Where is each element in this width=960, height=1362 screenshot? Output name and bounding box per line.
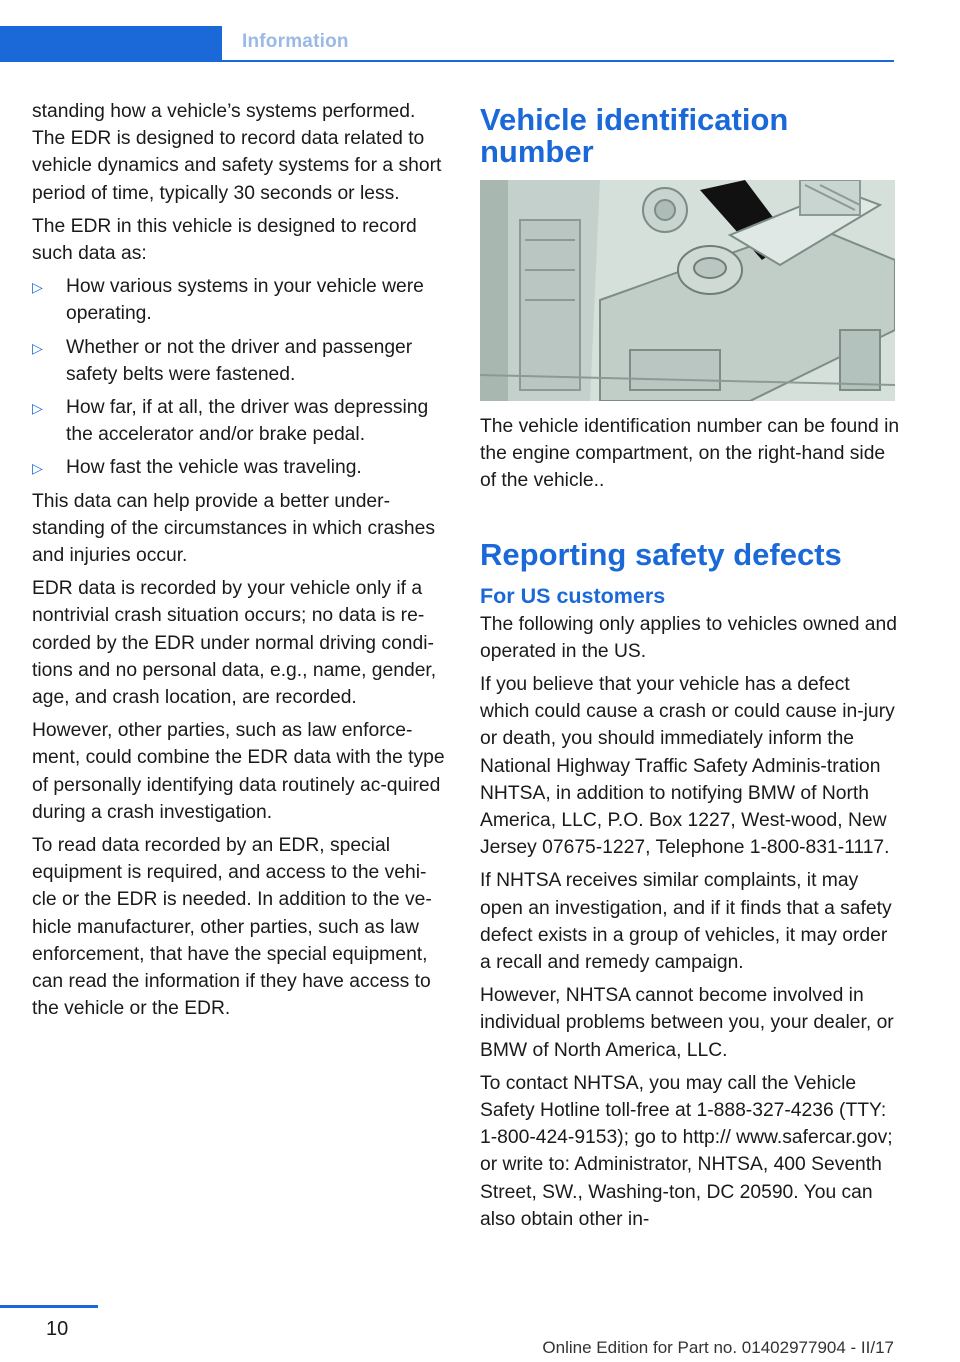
list-item xyxy=(32,454,448,481)
paragraph: To read data recorded by an EDR, special equipment is required, and access to the vehi‐cle or the EDR is needed. In addition to the ve‐hicle manufacturer, other parties, such as law enforcement, that have the special equipment, can read the information if they have access to the vehicle or the EDR. xyxy=(32,835,432,1020)
paragraph: The EDR in this vehicle is designed to record such data as: xyxy=(32,215,417,265)
paragraph: If you believe that your vehicle has a defect which could cause a crash or could cause in‐jury or death, you should immediately inform the National Highway Traffic Safety Adminis‐tration NHTSA, in addition to notifying BMW of North America, LLC, P.O. Box 1227, West‐wood, New Jersey 07675-1227, Telephone 1-800-831-1117. xyxy=(480,674,895,859)
bullet-list xyxy=(32,273,448,481)
paragraph: This data can help provide a better under‐standing of the circumstances in which crashes and injuries occur. xyxy=(32,490,435,567)
paragraph: The following only applies to vehicles owned and operated in the US. xyxy=(480,613,897,662)
page-number: 10 xyxy=(46,1318,69,1340)
left-column xyxy=(32,98,448,1029)
list-item-text: How fast the vehicle was traveling. xyxy=(66,457,362,479)
list-item xyxy=(32,334,448,388)
list-item xyxy=(32,273,448,327)
list-item-text: How far, if at all, the driver was depressing the accelerator and/or brake pedal. xyxy=(66,397,429,446)
edition-note: Online Edition for Part no. 01402977904 - II/17 xyxy=(542,1338,894,1357)
list-item xyxy=(32,394,448,448)
vin-heading: Vehicle identification number xyxy=(480,102,789,169)
engine-compartment-image xyxy=(480,180,895,401)
paragraph: However, NHTSA cannot become involved in individual problems between you, your dealer, or BMW of North America, LLC. xyxy=(480,985,894,1061)
triangle-bullet-icon: ▷ xyxy=(32,460,43,477)
section-title: Information xyxy=(242,31,349,52)
triangle-bullet-icon: ▷ xyxy=(32,339,43,356)
header-rule xyxy=(222,60,894,62)
footer-rule xyxy=(0,1305,98,1308)
paragraph: The vehicle identification number can be found in the engine compartment, on the right-hand side of the vehicle.. xyxy=(480,416,900,492)
paragraph: To contact NHTSA, you may call the Vehicle Safety Hotline toll-free at 1-888-327-4236 (TTY: 1-800-424-9153); go to http:// www.safercar.gov; or write to: Administrator, NHTSA, 400 Seventh Street, SW., Washing‐ton, DC 20590. You can also obtain other in‐ xyxy=(480,1072,893,1230)
paragraph: standing how a vehicle’s systems performed. The EDR is designed to record data related to vehicle dynamics and safety systems for a short period of time, typically 30 seconds or less. xyxy=(32,101,442,204)
section-spacer xyxy=(480,501,900,539)
header-accent-bar xyxy=(0,26,222,62)
triangle-bullet-icon: ▷ xyxy=(32,400,43,417)
right-column xyxy=(480,104,900,1239)
paragraph: However, other parties, such as law enforce‐ment, could combine the EDR data with the type of personally identifying data routinely ac‐quired during a crash investigation. xyxy=(32,720,445,823)
paragraph: EDR data is recorded by your vehicle only if a nontrivial crash situation occurs; no data is re‐corded by the EDR under normal driving condi‐tions and no personal data, e.g., name, gender, age, and crash location, are recorded. xyxy=(32,578,437,709)
triangle-bullet-icon: ▷ xyxy=(32,279,43,296)
us-customers-subheading: For US customers xyxy=(480,583,666,608)
list-item-text: Whether or not the driver and passenger safety belts were fastened. xyxy=(66,336,413,385)
list-item-text: How various systems in your vehicle were operating. xyxy=(66,276,424,325)
reporting-defects-heading: Reporting safety defects xyxy=(480,536,842,572)
paragraph: If NHTSA receives similar complaints, it may open an investigation, and if it finds that a safety defect exists in a group of vehicles, it may order a recall and remedy campaign. xyxy=(480,870,892,974)
